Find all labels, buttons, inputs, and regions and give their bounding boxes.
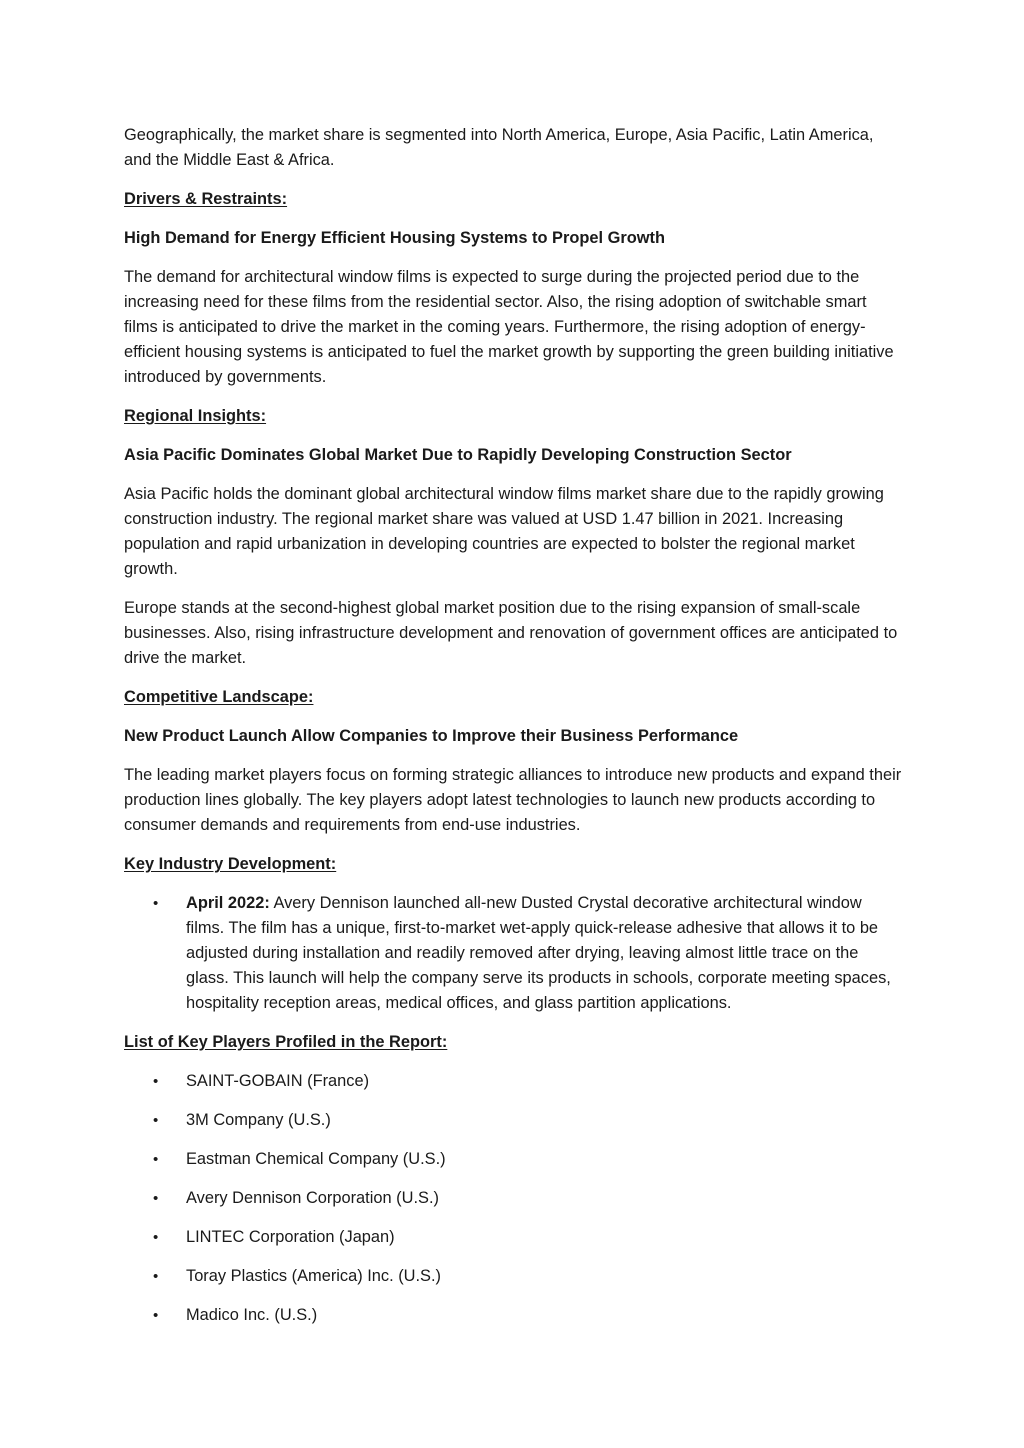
competitive-subheading: New Product Launch Allow Companies to Improve their Business Performance: [124, 727, 739, 745]
competitive-paragraph: The leading market players focus on forming strategic alliances to introduce new products and expand their production lines globally. The key players adopt latest technologies to launch new products according to consumer demands and requirements from end-use industries.: [124, 766, 902, 834]
bullet-icon: •: [153, 1268, 159, 1285]
bullet-icon: •: [153, 1112, 159, 1129]
development-list: [124, 891, 904, 1016]
development-text: Avery Dennison launched all-new Dusted Crystal decorative architectural window films. The film has a unique, first-to-market wet-apply quick-release adhesive that allows it to be adjusted during installation and readily removed after drying, leaving almost little trace on the glass. This launch will help the company serve its products in schools, corporate meeting spaces, hospitality reception areas, medical offices, and glass partition applications.: [186, 894, 891, 1012]
regional-paragraph-europe: Europe stands at the second-highest global market position due to the rising expansion of small-scale businesses. Also, rising infrastructure development and renovation of government offices are anticipated to drive the market.: [124, 599, 898, 667]
player-name: Toray Plastics (America) Inc. (U.S.): [186, 1267, 442, 1285]
list-item: [124, 1108, 904, 1133]
player-name: 3M Company (U.S.): [186, 1111, 331, 1129]
bullet-icon: •: [153, 1151, 159, 1168]
drivers-title: Drivers & Restraints:: [124, 190, 288, 208]
regional-title: Regional Insights:: [124, 407, 267, 425]
bullet-icon: •: [153, 1073, 159, 1090]
players-title: List of Key Players Profiled in the Report:: [124, 1033, 448, 1051]
drivers-subheading: High Demand for Energy Efficient Housing Systems to Propel Growth: [124, 229, 665, 247]
list-item: [124, 1186, 904, 1211]
regional-paragraph-asia: Asia Pacific holds the dominant global architectural window films market share due to the rapidly growing construction industry. The regional market share was valued at USD 1.47 billion in 2021. Increasing population and rapid urbanization in developing countries are expected to bolster the regional market growth.: [124, 485, 884, 578]
bullet-icon: •: [153, 1307, 159, 1324]
list-item: [124, 1225, 904, 1250]
drivers-paragraph: The demand for architectural window films is expected to surge during the projected period due to the increasing need for these films from the residential sector. Also, the rising adoption of switchable smart films is anticipated to drive the market in the coming years. Furthermore, the rising adoption of energy-efficient housing systems is anticipated to fuel the market growth by supporting the green building initiative introduced by governments.: [124, 268, 894, 386]
development-title: Key Industry Development:: [124, 855, 337, 873]
list-item: [124, 1264, 904, 1289]
document-page: [124, 123, 904, 1342]
player-name: Madico Inc. (U.S.): [186, 1306, 318, 1324]
regional-subheading: Asia Pacific Dominates Global Market Due to Rapidly Developing Construction Sector: [124, 446, 792, 464]
competitive-title: Competitive Landscape:: [124, 688, 314, 706]
player-name: SAINT-GOBAIN (France): [186, 1072, 370, 1090]
player-name: LINTEC Corporation (Japan): [186, 1228, 395, 1246]
list-item: [124, 1147, 904, 1172]
player-name: Eastman Chemical Company (U.S.): [186, 1150, 446, 1168]
list-item: [124, 1069, 904, 1094]
list-item: [124, 1303, 904, 1328]
list-item: [124, 891, 904, 1016]
geography-paragraph: Geographically, the market share is segmented into North America, Europe, Asia Pacific, Latin America, and the Middle East & Africa.: [124, 126, 874, 169]
bullet-icon: •: [153, 895, 159, 912]
bullet-icon: •: [153, 1229, 159, 1246]
players-list: [124, 1069, 904, 1328]
bullet-icon: •: [153, 1190, 159, 1207]
player-name: Avery Dennison Corporation (U.S.): [186, 1189, 439, 1207]
development-date: April 2022:: [186, 894, 270, 912]
